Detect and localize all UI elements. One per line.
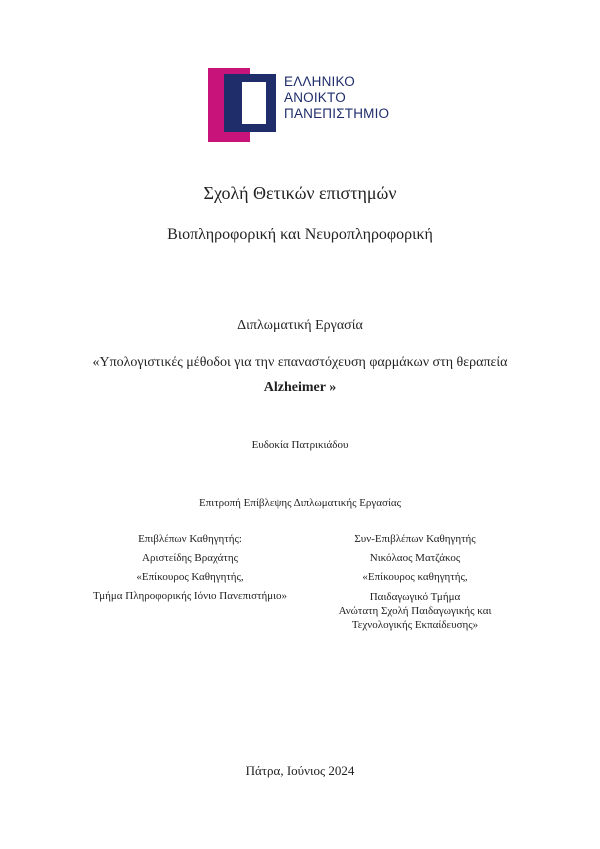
logo-emblem-icon: [208, 68, 282, 142]
co-supervisor-affiliation-2: Ανώτατη Σχολή Παιδαγωγικής και: [338, 605, 492, 617]
supervisor-name: Αριστείδης Βραχάτης: [142, 552, 238, 564]
logo-text: [284, 74, 389, 122]
supervisor-title: «Επίκουρος Καθηγητής,: [136, 571, 244, 583]
thesis-title-line-2: Alzheimer »: [263, 380, 337, 395]
co-supervisor-role: Συν-Επιβλέπων Καθηγητής: [354, 533, 476, 545]
co-supervisor-affiliation-3: Τεχνολογικής Εκπαίδευσης»: [351, 619, 479, 631]
logo-line-3: ΠΑΝΕΠΙΣΤΗΜΙΟ: [284, 106, 390, 121]
thesis-title: [0, 350, 600, 400]
co-supervisor-name: Νικόλαος Ματζάκος: [369, 552, 461, 564]
place-date: Πάτρα, Ιούνιος 2024: [245, 763, 355, 778]
co-supervisor-title: «Επίκουρος καθηγητής,: [362, 571, 468, 583]
logo-line-2: ΑΝΟΙΚΤΟ: [284, 90, 346, 105]
supervisor-block: [70, 530, 310, 606]
thesis-type: Διπλωματική Εργασία: [237, 318, 363, 333]
thesis-title-line-1: «Υπολογιστικές μέθοδοι για την επαναστόχευση φαρμάκων στη θεραπεία: [92, 355, 508, 370]
co-supervisor-affiliation-1: Παιδαγωγικό Τμήμα: [369, 591, 461, 603]
school-name: Σχολή Θετικών επιστημών: [203, 183, 397, 203]
co-supervisor-block: [295, 530, 535, 632]
logo-line-1: ΕΛΛΗΝΙΚΟ: [284, 74, 355, 89]
supervisor-affiliation: Τμήμα Πληροφορικής Ιόνιο Πανεπιστήμιο»: [92, 590, 288, 602]
author-name: Ευδοκία Πατρικιάδου: [251, 439, 349, 451]
committee-heading: Επιτροπή Επίβλεψης Διπλωματικής Εργασίας: [198, 497, 402, 509]
supervisor-role: Επιβλέπων Καθηγητής:: [138, 533, 242, 545]
university-logo: [208, 68, 398, 142]
department-name: Βιοπληροφορική και Νευροπληροφορική: [167, 226, 433, 243]
